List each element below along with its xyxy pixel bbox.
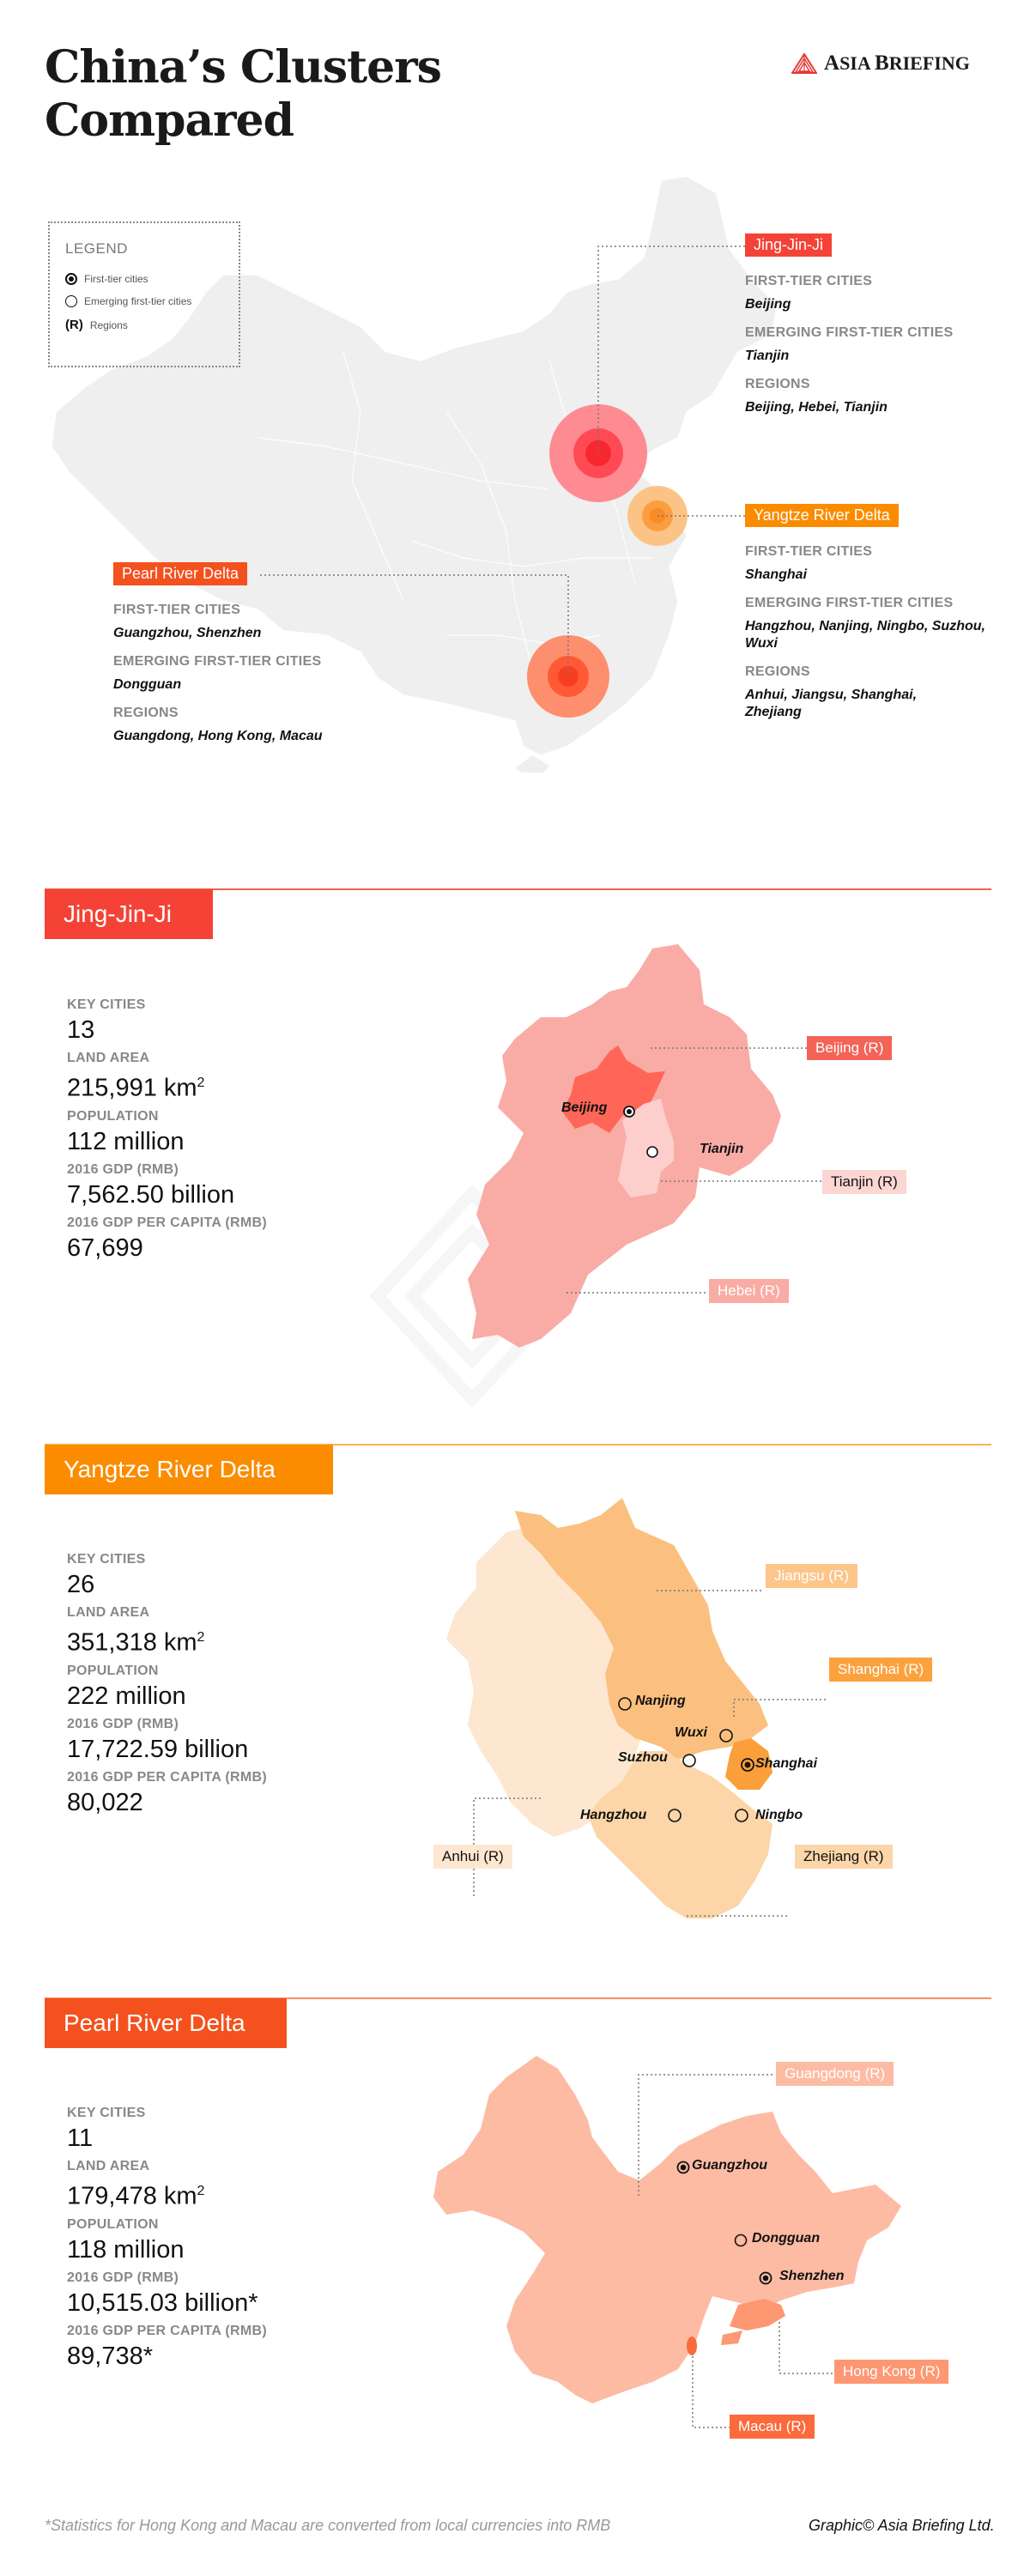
- region-tag-jiangsu: Jiangsu (R): [766, 1564, 857, 1588]
- legend-title: LEGEND: [65, 240, 128, 257]
- emerging-city-icon: [65, 295, 77, 307]
- graphic-credit: Graphic© Asia Briefing Ltd.: [809, 2517, 995, 2534]
- city-label-shenzhen: Shenzhen: [779, 2269, 845, 2283]
- stats-jjj: KEY CITIES 13 LAND AREA 215,991 $km^2$ POPULATION 112 million 2016 GDP (RMB) 7,562.50 billion 2016 GDP PER CAPITA (RMB) 67,699: [67, 997, 268, 1262]
- section-header-prd: Pearl River Delta: [45, 1998, 287, 2048]
- suzhou-emerging-icon: [683, 1755, 695, 1767]
- city-label-guangzhou: Guangzhou: [692, 2158, 767, 2173]
- city-label-hangzhou: Hangzhou: [580, 1808, 647, 1822]
- stat-gdp-per-capita: 80,022: [67, 1788, 143, 1816]
- prd-region-map: [421, 2043, 953, 2455]
- section-header-jjj: Jing-Jin-Ji: [45, 889, 213, 939]
- stat-population: 118 million: [67, 2235, 185, 2264]
- city-label-nanjing: Nanjing: [635, 1694, 686, 1708]
- region-tag-zhejiang: Zhejiang (R): [795, 1845, 893, 1869]
- stat-population: 222 million: [67, 1682, 186, 1710]
- footnote: *Statistics for Hong Kong and Macau are converted from local currencies into RMB: [45, 2517, 611, 2534]
- stat-population: 112 million: [67, 1127, 185, 1155]
- city-label-wuxi: Wuxi: [675, 1725, 707, 1740]
- city-label-ningbo: Ningbo: [755, 1808, 803, 1822]
- region-tag-hongkong: Hong Kong (R): [834, 2360, 948, 2384]
- city-label-dongguan: Dongguan: [752, 2231, 821, 2246]
- region-marker-icon: (R): [65, 318, 83, 332]
- city-label-shanghai: Shanghai: [755, 1756, 818, 1771]
- title-line-2: Compared: [45, 94, 294, 147]
- legend-item-regions: (R) Regions: [65, 318, 128, 332]
- overview-cluster-prd: Pearl River Delta FIRST-TIER CITIES Guangzhou, Shenzhen EMERGING FIRST-TIER CITIES Dongguan REGIONS Guangdong, Hong Kong, Macau: [113, 562, 405, 745]
- jjj-region-map: [369, 936, 884, 1416]
- region-tag-macau: Macau (R): [730, 2415, 815, 2439]
- region-tag-beijing: Beijing (R): [807, 1036, 892, 1060]
- stat-land-area: 351,318 $km^2$: [67, 1628, 205, 1657]
- guangdong-region: [433, 2056, 901, 2403]
- stat-gdp: 7,562.50 billion: [67, 1180, 235, 1209]
- first-tier-city-icon: [65, 273, 77, 285]
- region-tag-anhui: Anhui (R): [433, 1845, 512, 1869]
- region-tag-guangdong: Guangdong (R): [776, 2062, 894, 2086]
- city-label-beijing: Beijing: [561, 1100, 608, 1115]
- nanjing-emerging-icon: [619, 1698, 631, 1710]
- region-tag-tianjin: Tianjin (R): [822, 1170, 906, 1194]
- asia-briefing-logo: [791, 52, 970, 76]
- tianjin-emerging-icon: [647, 1147, 657, 1157]
- stat-gdp-per-capita: 67,699: [67, 1233, 143, 1262]
- macau-region: [687, 2337, 697, 2355]
- map-legend: [48, 221, 240, 367]
- overview-cluster-yrd: Yangtze River Delta FIRST-TIER CITIES Shanghai EMERGING FIRST-TIER CITIES Hangzhou, Nanjing, Ningbo, Suzhou, Wuxi REGIONS Anhui, Jiangsu, Shanghai, Zhejiang: [745, 504, 1011, 721]
- cluster-tag-prd: Pearl River Delta: [113, 562, 247, 585]
- logo-wordmark: ASIA BRIEFING: [824, 52, 970, 75]
- cluster-tag-yrd: Yangtze River Delta: [745, 504, 899, 527]
- asia-briefing-logo-icon: [791, 53, 817, 74]
- legend-item-first-tier: First-tier cities: [65, 273, 223, 285]
- cluster-tag-jjj: Jing-Jin-Ji: [745, 233, 832, 257]
- stat-land-area: 179,478 $km^2$: [67, 2182, 205, 2210]
- stat-gdp: 10,515.03 billion*: [67, 2288, 258, 2317]
- stat-gdp: 17,722.59 billion: [67, 1735, 249, 1763]
- hongkong-region: [730, 2299, 785, 2331]
- stat-land-area: 215,991 $km^2$: [67, 1074, 205, 1102]
- region-tag-hebei: Hebei (R): [709, 1279, 789, 1303]
- stat-gdp-per-capita: 89,738*: [67, 2342, 153, 2370]
- city-label-suzhou: Suzhou: [618, 1750, 668, 1765]
- legend-item-emerging: Emerging first-tier cities: [65, 295, 223, 307]
- page-title: [45, 41, 441, 148]
- stats-yrd: KEY CITIES 26 LAND AREA 351,318 $km^2$ POPULATION 222 million 2016 GDP (RMB) 17,722.59 billion 2016 GDP PER CAPITA (RMB) 80,022: [67, 1552, 268, 1816]
- overview-cluster-jjj: Jing-Jin-Ji FIRST-TIER CITIES Beijing EMERGING FIRST-TIER CITIES Tianjin REGIONS Beijing, Hebei, Tianjin: [745, 233, 1011, 416]
- title-line-1: China’s Clusters: [45, 41, 441, 94]
- stat-key-cities: 26: [67, 1571, 95, 1598]
- stat-key-cities: 13: [67, 1016, 95, 1044]
- stats-prd: KEY CITIES 11 LAND AREA 179,478 $km^2$ POPULATION 118 million 2016 GDP (RMB) 10,515.03 billion* 2016 GDP PER CAPITA (RMB) 89,738*: [67, 2106, 268, 2370]
- region-tag-shanghai: Shanghai (R): [829, 1658, 932, 1682]
- stat-key-cities: 11: [67, 2124, 94, 2152]
- city-label-tianjin: Tianjin: [700, 1142, 744, 1156]
- section-header-yrd: Yangtze River Delta: [45, 1445, 333, 1494]
